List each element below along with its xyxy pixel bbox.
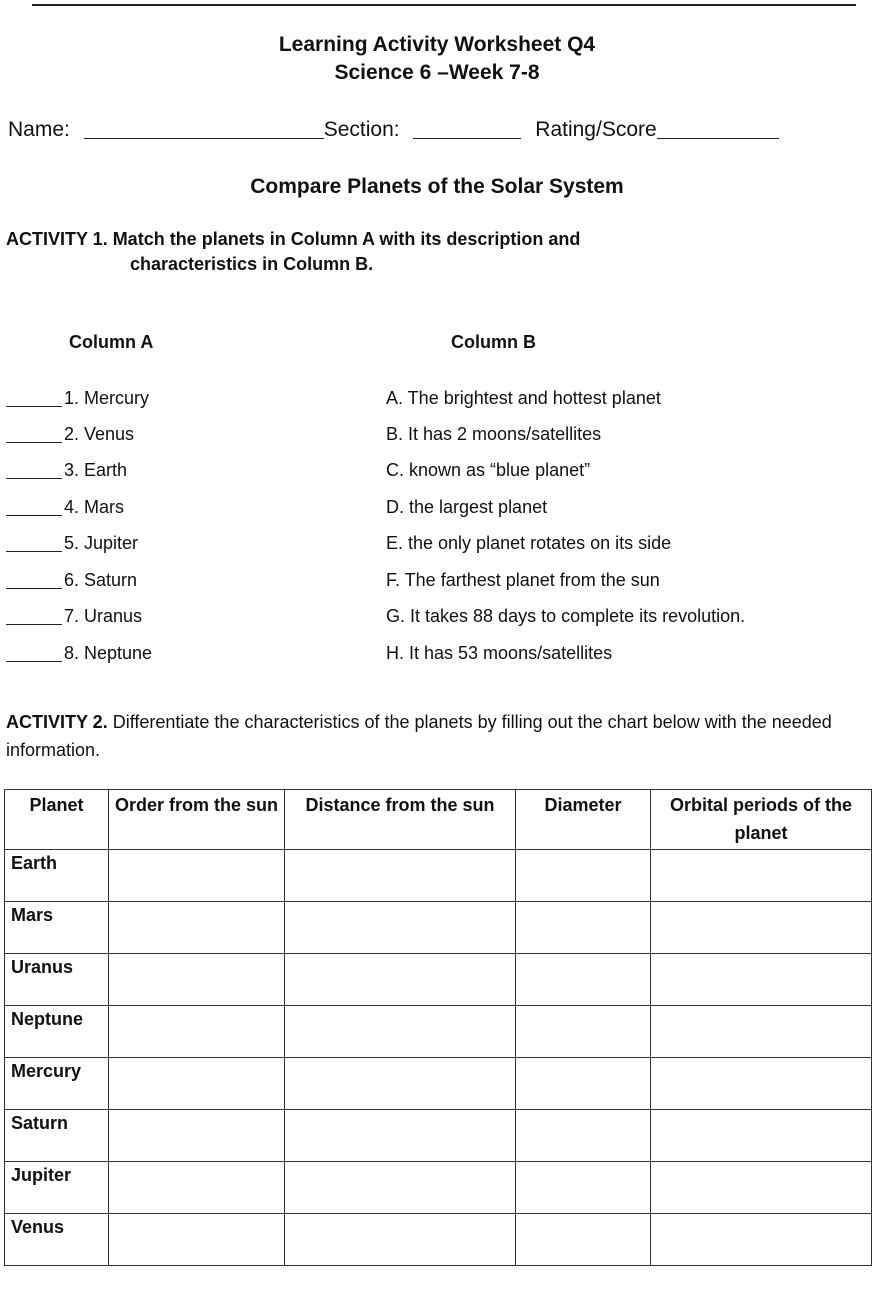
section-title: Compare Planets of the Solar System [250, 175, 624, 198]
match-row [6, 533, 866, 557]
activity1-line2: characteristics in Column B. [130, 254, 374, 274]
column-b-item: B. It has 2 moons/satellites [386, 424, 602, 444]
column-b-item: H. It has 53 moons/satellites [386, 643, 613, 663]
orbital-period-cell[interactable] [651, 1214, 872, 1266]
activity2-label: ACTIVITY 2. [6, 712, 108, 732]
orbital-period-cell[interactable] [651, 954, 872, 1006]
table-row [5, 1006, 872, 1058]
column-b-item: G. It takes 88 days to complete its revolution. [386, 606, 746, 626]
planet-name: Venus [5, 1214, 109, 1266]
column-b-item: F. The farthest planet from the sun [386, 570, 660, 590]
student-fields [8, 118, 779, 142]
planet-name: Neptune [5, 1006, 109, 1058]
planet-name: Uranus [5, 954, 109, 1006]
table-row [5, 954, 872, 1006]
answer-blank[interactable] [6, 460, 62, 479]
table-header-row [5, 790, 872, 850]
planet-name: Saturn [5, 1110, 109, 1162]
diameter-cell[interactable] [516, 850, 651, 902]
column-a-item: 7. Uranus [64, 606, 143, 626]
header-orbital-period: Orbital periods of the planet [651, 790, 872, 850]
orbital-period-cell[interactable] [651, 1110, 872, 1162]
worksheet-title: Learning Activity Worksheet Q4 [278, 33, 596, 56]
orbital-period-cell[interactable] [651, 1006, 872, 1058]
table-row [5, 850, 872, 902]
column-b-item: D. the largest planet [386, 497, 548, 517]
diameter-cell[interactable] [516, 1058, 651, 1110]
answer-blank[interactable] [6, 643, 62, 662]
distance-cell[interactable] [285, 1058, 516, 1110]
diameter-cell[interactable] [516, 1006, 651, 1058]
table-row [5, 1110, 872, 1162]
answer-blank[interactable] [6, 424, 62, 443]
column-a-header: Column A [69, 332, 154, 352]
planet-chart-table [4, 789, 872, 1266]
match-row [6, 606, 866, 630]
header-diameter: Diameter [516, 790, 651, 850]
order-cell[interactable] [109, 1006, 285, 1058]
column-a-item: 3. Earth [64, 460, 128, 480]
section-field[interactable] [413, 118, 521, 139]
table-row [5, 1058, 872, 1110]
diameter-cell[interactable] [516, 1214, 651, 1266]
column-b-header: Column B [451, 332, 536, 352]
activity2-instructions [6, 708, 866, 764]
match-row [6, 460, 866, 484]
distance-cell[interactable] [285, 1110, 516, 1162]
order-cell[interactable] [109, 1058, 285, 1110]
column-b-item: A. The brightest and hottest planet [386, 388, 661, 408]
rating-label: Rating/Score [535, 118, 657, 141]
planet-name: Earth [5, 850, 109, 902]
distance-cell[interactable] [285, 954, 516, 1006]
orbital-period-cell[interactable] [651, 1162, 872, 1214]
section-label: Section: [323, 118, 400, 141]
table-row [5, 902, 872, 954]
diameter-cell[interactable] [516, 954, 651, 1006]
match-row [6, 497, 866, 521]
table-row [5, 1214, 872, 1266]
distance-cell[interactable] [285, 850, 516, 902]
column-a-item: 5. Jupiter [64, 533, 139, 553]
column-b-item: E. the only planet rotates on its side [386, 533, 672, 553]
answer-blank[interactable] [6, 570, 62, 589]
table-row [5, 1162, 872, 1214]
match-row [6, 424, 866, 448]
match-row [6, 643, 866, 667]
planet-name: Jupiter [5, 1162, 109, 1214]
orbital-period-cell[interactable] [651, 902, 872, 954]
orbital-period-cell[interactable] [651, 1058, 872, 1110]
header-planet: Planet [5, 790, 109, 850]
planet-name: Mercury [5, 1058, 109, 1110]
top-rule [32, 4, 856, 6]
name-field[interactable] [84, 118, 324, 139]
column-a-item: 8. Neptune [64, 643, 153, 663]
order-cell[interactable] [109, 1110, 285, 1162]
order-cell[interactable] [109, 954, 285, 1006]
activity2-text: Differentiate the characteristics of the planets by filling out the chart below with the needed information. [6, 712, 832, 760]
diameter-cell[interactable] [516, 1162, 651, 1214]
column-a-item: 4. Mars [64, 497, 125, 517]
order-cell[interactable] [109, 902, 285, 954]
header-order: Order from the sun [109, 790, 285, 850]
order-cell[interactable] [109, 1162, 285, 1214]
answer-blank[interactable] [6, 388, 62, 407]
worksheet-subtitle: Science 6 –Week 7-8 [334, 61, 540, 84]
header-distance: Distance from the sun [285, 790, 516, 850]
answer-blank[interactable] [6, 533, 62, 552]
match-row [6, 388, 866, 412]
distance-cell[interactable] [285, 1162, 516, 1214]
match-row [6, 570, 866, 594]
distance-cell[interactable] [285, 1006, 516, 1058]
activity1-line1: ACTIVITY 1. Match the planets in Column A with its description and [6, 229, 581, 249]
order-cell[interactable] [109, 850, 285, 902]
planet-name: Mars [5, 902, 109, 954]
column-a-item: 1. Mercury [64, 388, 150, 408]
rating-field[interactable] [657, 118, 779, 139]
name-label: Name: [8, 118, 70, 141]
orbital-period-cell[interactable] [651, 850, 872, 902]
activity1-instructions [6, 227, 580, 277]
column-a-item: 2. Venus [64, 424, 135, 444]
column-b-item: C. known as “blue planet” [386, 460, 591, 480]
distance-cell[interactable] [285, 1214, 516, 1266]
answer-blank[interactable] [6, 497, 62, 516]
order-cell[interactable] [109, 1214, 285, 1266]
diameter-cell[interactable] [516, 902, 651, 954]
column-a-item: 6. Saturn [64, 570, 138, 590]
answer-blank[interactable] [6, 606, 62, 625]
diameter-cell[interactable] [516, 1110, 651, 1162]
distance-cell[interactable] [285, 902, 516, 954]
